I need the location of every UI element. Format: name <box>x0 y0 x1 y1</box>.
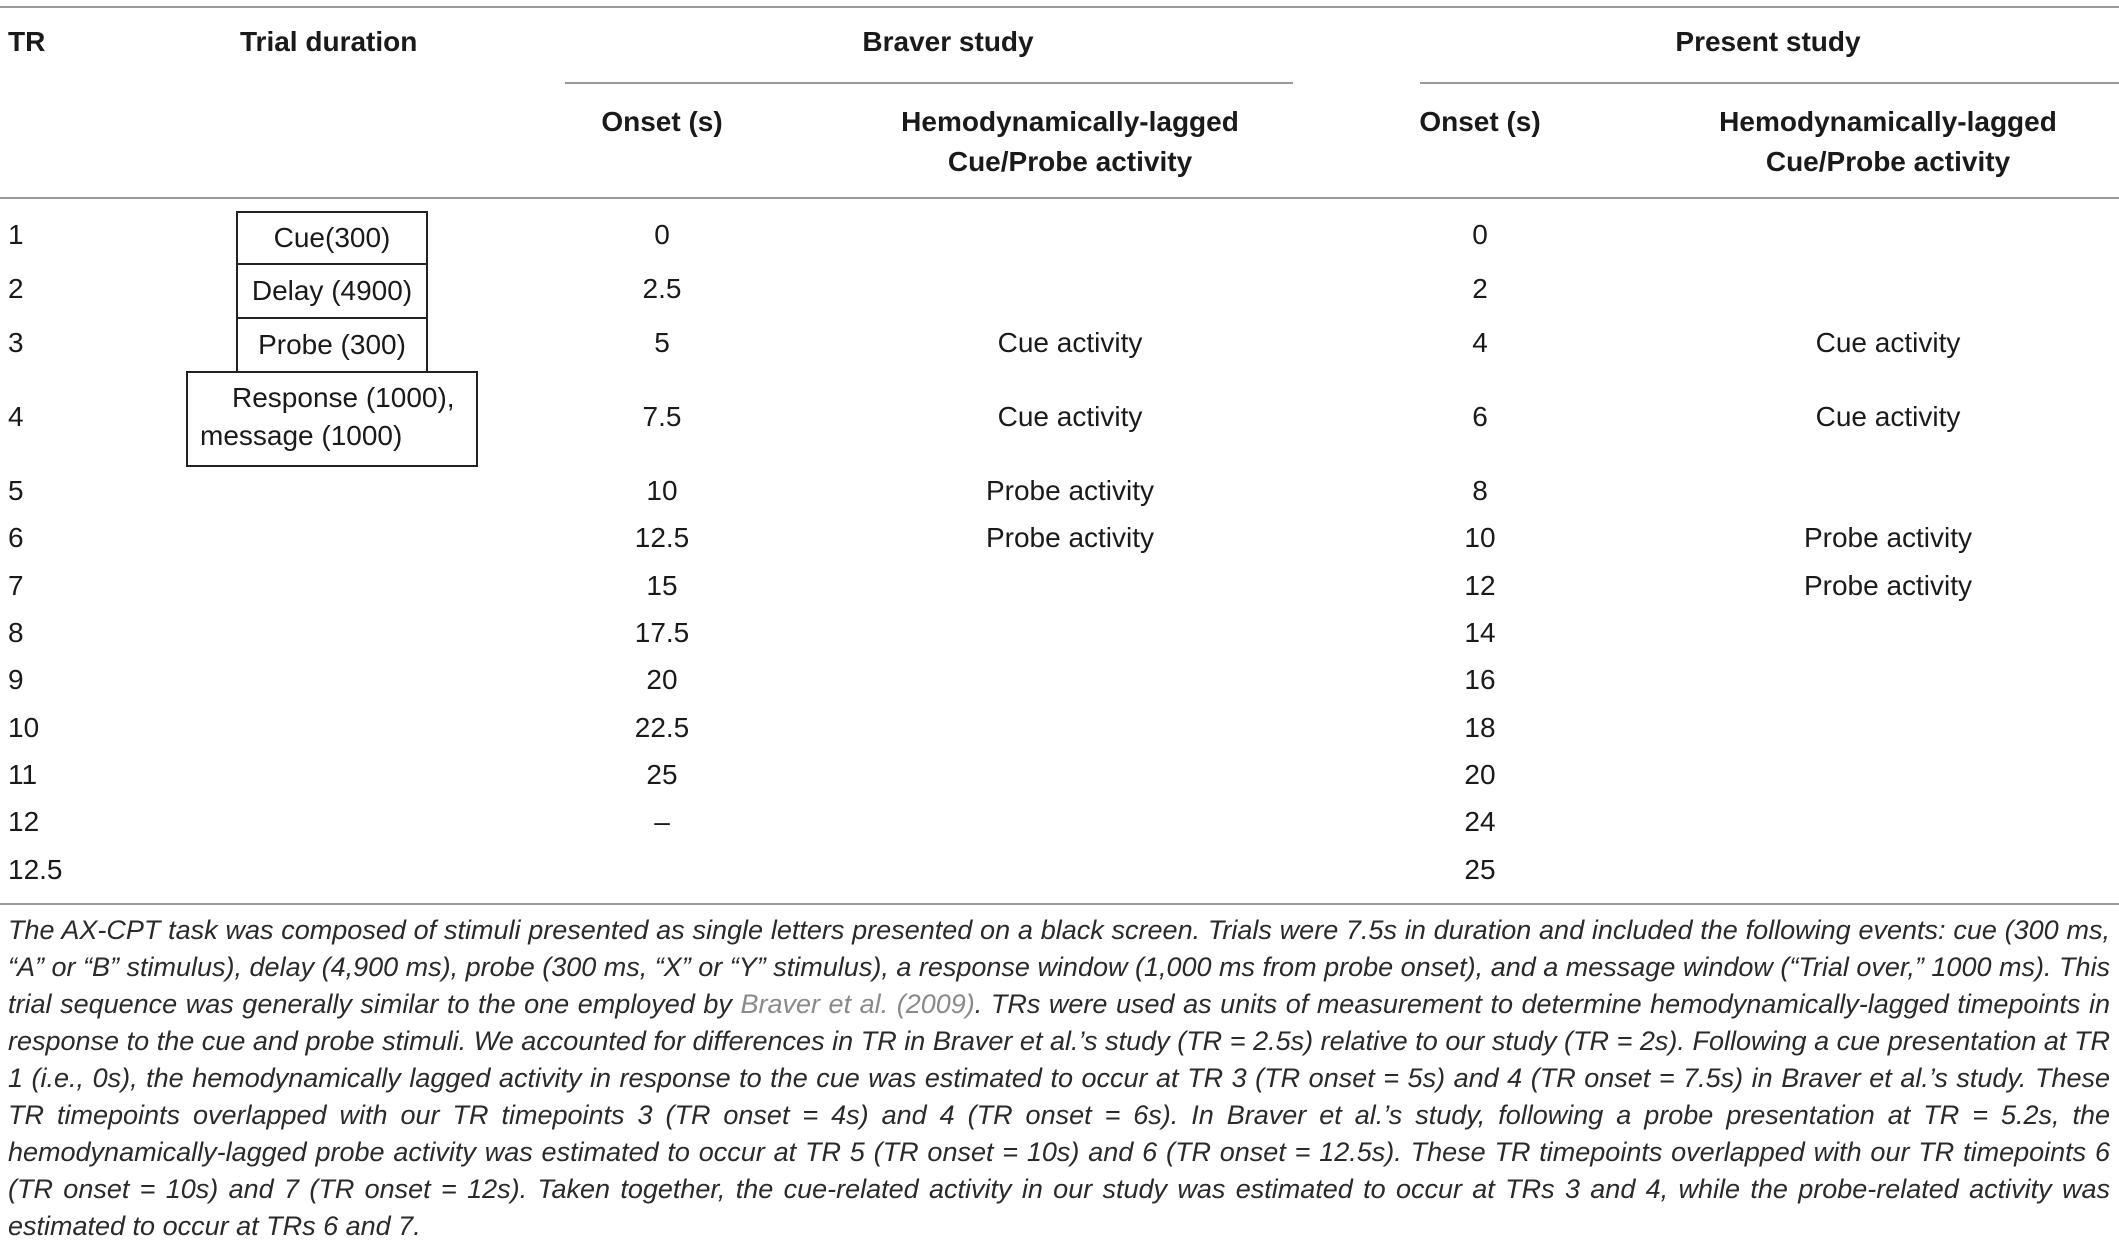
cell-braver-onset: 0 <box>654 219 670 250</box>
cell-present-onset: 4 <box>1472 327 1488 358</box>
cell-braver-onset: 15 <box>646 570 678 601</box>
cell-braver-onset: 20 <box>646 664 678 695</box>
cell-tr: 2 <box>8 273 24 304</box>
header-braver-study: Braver study <box>862 26 1034 57</box>
present-group-rule <box>1420 82 2119 84</box>
header-trial-duration: Trial duration <box>240 26 418 57</box>
cell-braver-onset: 2.5 <box>642 273 682 304</box>
cell-tr: 11 <box>8 759 38 790</box>
header-present-study: Present study <box>1675 26 1861 57</box>
cell-braver-onset: – <box>654 806 670 837</box>
cell-tr: 5 <box>8 475 24 506</box>
trial-box-line: Cue(300) <box>273 222 391 253</box>
cell-present-onset: 18 <box>1464 712 1496 743</box>
trial-box-delay <box>236 263 428 319</box>
cell-present-activity: Probe activity <box>1803 570 1973 601</box>
header-bottom-rule <box>0 197 2119 199</box>
caption-text-2: . TRs were used as units of measurement to determine hemodynamically-lagged timepoints in response to the cue and probe stimuli. We accounted for differences in TR in Braver et al.’s study (TR = 2.5s) relative to our study (TR = 2s). Following a cue presentation at TR 1 (i.e., 0s), the hemodynamically lagged activity in response to the cue was estimated to occur at TR 3 (TR onset = 5s) and 4 (TR onset = 7.5s) in Braver et al.’s study. These TR timepoints overlapped with our TR timepoints 3 (TR onset = 4s) and 4 (TR onset = 6s). In Braver et al.’s study, following a probe presentation at TR = 5.2s, the hemodynamically-lagged probe activity was estimated to occur at TR 5 (TR onset = 10s) and 6 (TR onset = 12.5s). These TR timepoints overlapped with our TR timepoints 6 (TR onset = 10s) and 7 (TR onset = 12s). Taken together, the cue-related activity in our study was estimated to occur at TRs 3 and 4, while the probe-related activity was estimated to occur at TRs 6 and 7. <box>8 989 2111 1241</box>
cell-present-onset: 25 <box>1464 854 1496 885</box>
cell-tr: 9 <box>8 664 24 695</box>
cell-present-onset: 8 <box>1472 475 1488 506</box>
cell-tr: 12 <box>8 806 40 837</box>
cell-present-onset: 16 <box>1464 664 1496 695</box>
trial-box-cue <box>236 211 428 265</box>
trial-box-line: Probe (300) <box>258 329 406 360</box>
cell-present-onset: 10 <box>1464 522 1496 553</box>
cell-present-activity: Probe activity <box>1803 522 1973 553</box>
cell-tr: 7 <box>8 570 24 601</box>
cell-tr: 12.5 <box>8 854 63 885</box>
cell-present-onset: 14 <box>1464 617 1496 648</box>
header-lagged-line1: Hemodynamically-lagged <box>1719 106 2057 137</box>
trial-box-line: Response (1000), <box>232 382 455 413</box>
table-top-rule <box>0 6 2119 8</box>
cell-present-onset: 6 <box>1472 401 1488 432</box>
cell-braver-onset: 25 <box>646 759 678 790</box>
cell-tr: 4 <box>8 401 24 432</box>
cell-present-onset: 12 <box>1464 570 1496 601</box>
header-lagged-line2: Cue/Probe activity <box>1765 146 2011 177</box>
cell-present-onset: 24 <box>1464 806 1496 837</box>
cell-present-activity: Cue activity <box>1815 401 1961 432</box>
cell-tr: 3 <box>8 327 24 358</box>
cell-braver-onset: 12.5 <box>634 522 690 553</box>
caption-text-1: The AX-CPT task was composed of stimuli presented as single letters presented on a black screen. Trials were 7.5s in duration and included the following events: cue (300 ms, “A” or “B” stimulus), delay (4,900 ms), probe (300 ms, “X” or “Y” stimulus), a response window (1,000 ms from probe onset), and a message window (“Trial over,” 1000 ms). This trial sequence was generally similar to the one employed by <box>8 915 2110 1019</box>
header-braver-onset: Onset (s) <box>601 106 723 137</box>
trial-box-line: message (1000) <box>200 420 403 451</box>
cell-braver-activity: Probe activity <box>985 522 1155 553</box>
trial-box-response <box>186 371 478 467</box>
braver-group-rule <box>565 82 1293 84</box>
cell-braver-activity: Probe activity <box>985 475 1155 506</box>
header-present-lagged <box>1638 102 2119 182</box>
table-bottom-rule <box>0 903 2119 905</box>
cell-tr: 6 <box>8 522 24 553</box>
cell-present-onset: 2 <box>1472 273 1488 304</box>
header-lagged-line2: Cue/Probe activity <box>947 146 1193 177</box>
trial-box-line: Delay (4900) <box>251 275 413 306</box>
cell-braver-onset: 22.5 <box>634 712 690 743</box>
cell-present-activity: Cue activity <box>1815 327 1961 358</box>
cell-tr: 1 <box>8 219 24 250</box>
header-present-onset: Onset (s) <box>1419 106 1541 137</box>
cell-braver-onset: 5 <box>654 327 670 358</box>
header-tr: TR <box>8 26 46 57</box>
header-braver-lagged <box>820 102 1320 182</box>
table-caption <box>8 912 2110 1245</box>
cell-present-onset: 20 <box>1464 759 1496 790</box>
cell-tr: 8 <box>8 617 24 648</box>
cell-braver-activity: Cue activity <box>997 327 1143 358</box>
cell-braver-onset: 7.5 <box>642 401 682 432</box>
trial-box-probe <box>236 317 428 373</box>
citation-link[interactable]: Braver et al. (2009) <box>740 989 975 1019</box>
cell-braver-activity: Cue activity <box>997 401 1143 432</box>
cell-braver-onset: 10 <box>646 475 678 506</box>
cell-tr: 10 <box>8 712 40 743</box>
cell-present-onset: 0 <box>1472 219 1488 250</box>
cell-braver-onset: 17.5 <box>634 617 690 648</box>
header-lagged-line1: Hemodynamically-lagged <box>901 106 1239 137</box>
